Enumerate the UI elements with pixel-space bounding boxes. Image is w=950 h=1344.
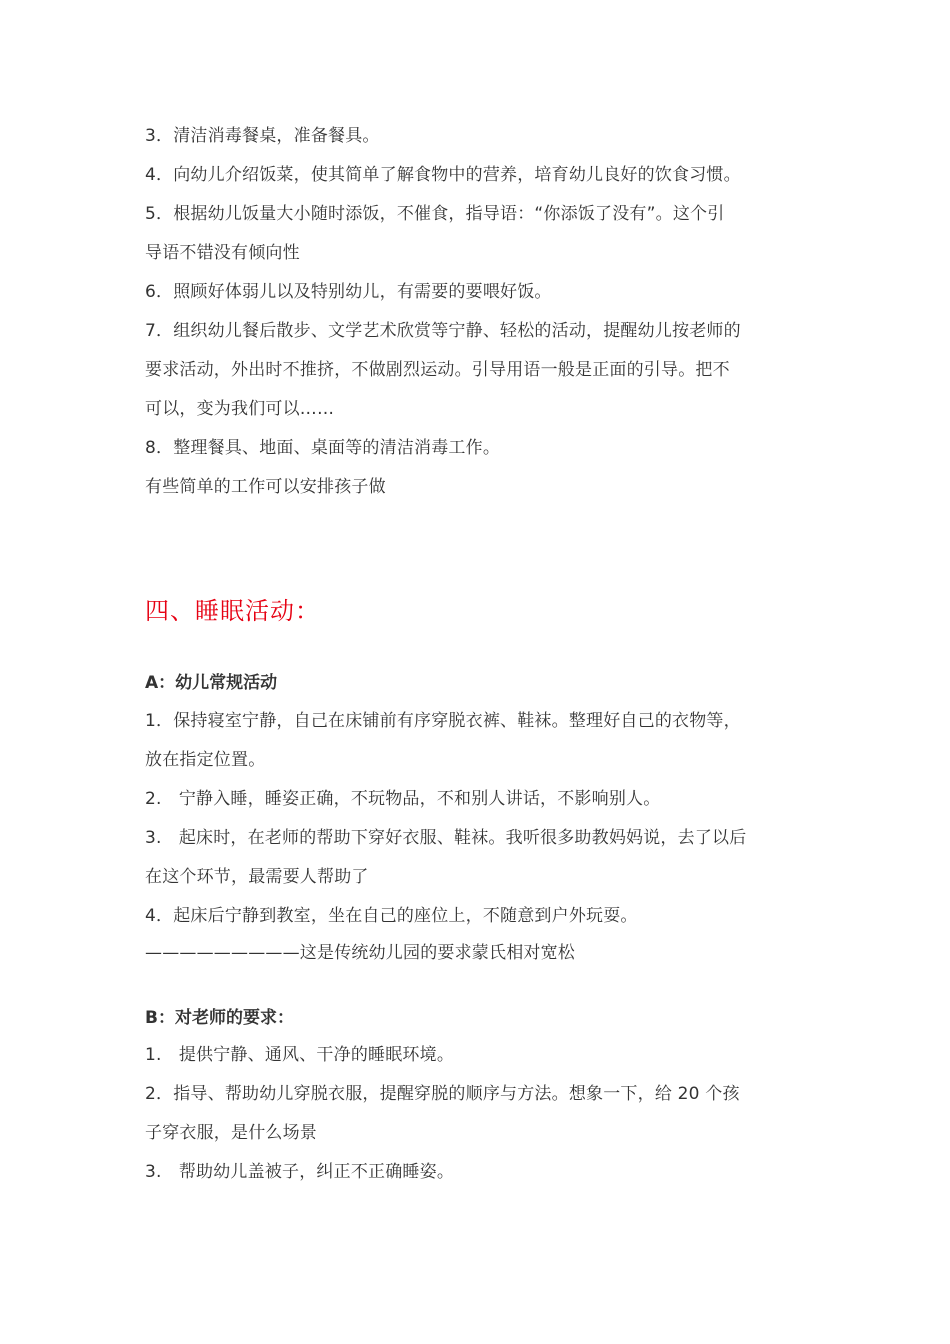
part-b-title: B：对老师的要求： — [145, 1008, 294, 1028]
meal-item-4: 4．向幼儿介绍饭菜，使其简单了解食物中的营养，培育幼儿良好的饮食习惯。 — [145, 165, 741, 185]
meal-note: 有些简单的工作可以安排孩子做 — [145, 477, 386, 497]
part-b-item-2-cont: 子穿衣服，是什么场景 — [145, 1123, 317, 1143]
meal-item-5: 5．根据幼儿饭量大小随时添饭，不催食，指导语：“你添饭了没有”。这个引 — [145, 204, 725, 224]
meal-item-3: 3．清洁消毒餐桌，准备餐具。 — [145, 126, 380, 146]
part-b-item-2: 2．指导、帮助幼儿穿脱衣服，提醒穿脱的顺序与方法。想象一下，给 20 个孩 — [145, 1084, 740, 1104]
meal-item-7-cont1: 要求活动，外出时不推挤，不做剧烈运动。引导用语一般是正面的引导。把不 — [145, 360, 730, 380]
part-a-note: —————————这是传统幼儿园的要求蒙氏相对宽松 — [145, 943, 575, 963]
meal-item-7: 7．组织幼儿餐后散步、文学艺术欣赏等宁静、轻松的活动，提醒幼儿按老师的 — [145, 321, 741, 341]
part-a-item-3: 3. 起床时，在老师的帮助下穿好衣服、鞋袜。我听很多助教妈妈说，去了以后 — [145, 828, 747, 848]
part-b-item-3: 3. 帮助幼儿盖被子，纠正不正确睡姿。 — [145, 1162, 455, 1182]
part-a-item-4: 4．起床后宁静到教室，坐在自己的座位上，不随意到户外玩耍。 — [145, 906, 638, 926]
meal-item-5-cont: 导语不错没有倾向性 — [145, 243, 300, 263]
meal-item-8: 8．整理餐具、地面、桌面等的清洁消毒工作。 — [145, 438, 501, 458]
meal-item-6: 6．照顾好体弱儿以及特别幼儿，有需要的要喂好饭。 — [145, 282, 552, 302]
section-heading-sleep: 四、睡眠活动： — [145, 597, 320, 625]
meal-item-7-cont2: 可以，变为我们可以…… — [145, 399, 335, 419]
part-a-item-1: 1．保持寝室宁静，自己在床铺前有序穿脱衣裤、鞋袜。整理好自己的衣物等， — [145, 711, 741, 731]
part-a-item-2: 2. 宁静入睡，睡姿正确，不玩物品，不和别人讲话，不影响别人。 — [145, 789, 661, 809]
part-a-title: A：幼儿常规活动 — [145, 673, 278, 693]
part-b-item-1: 1. 提供宁静、通风、干净的睡眠环境。 — [145, 1045, 455, 1065]
part-a-item-1-cont: 放在指定位置。 — [145, 750, 266, 770]
part-a-item-3-cont: 在这个环节，最需要人帮助了 — [145, 867, 369, 887]
